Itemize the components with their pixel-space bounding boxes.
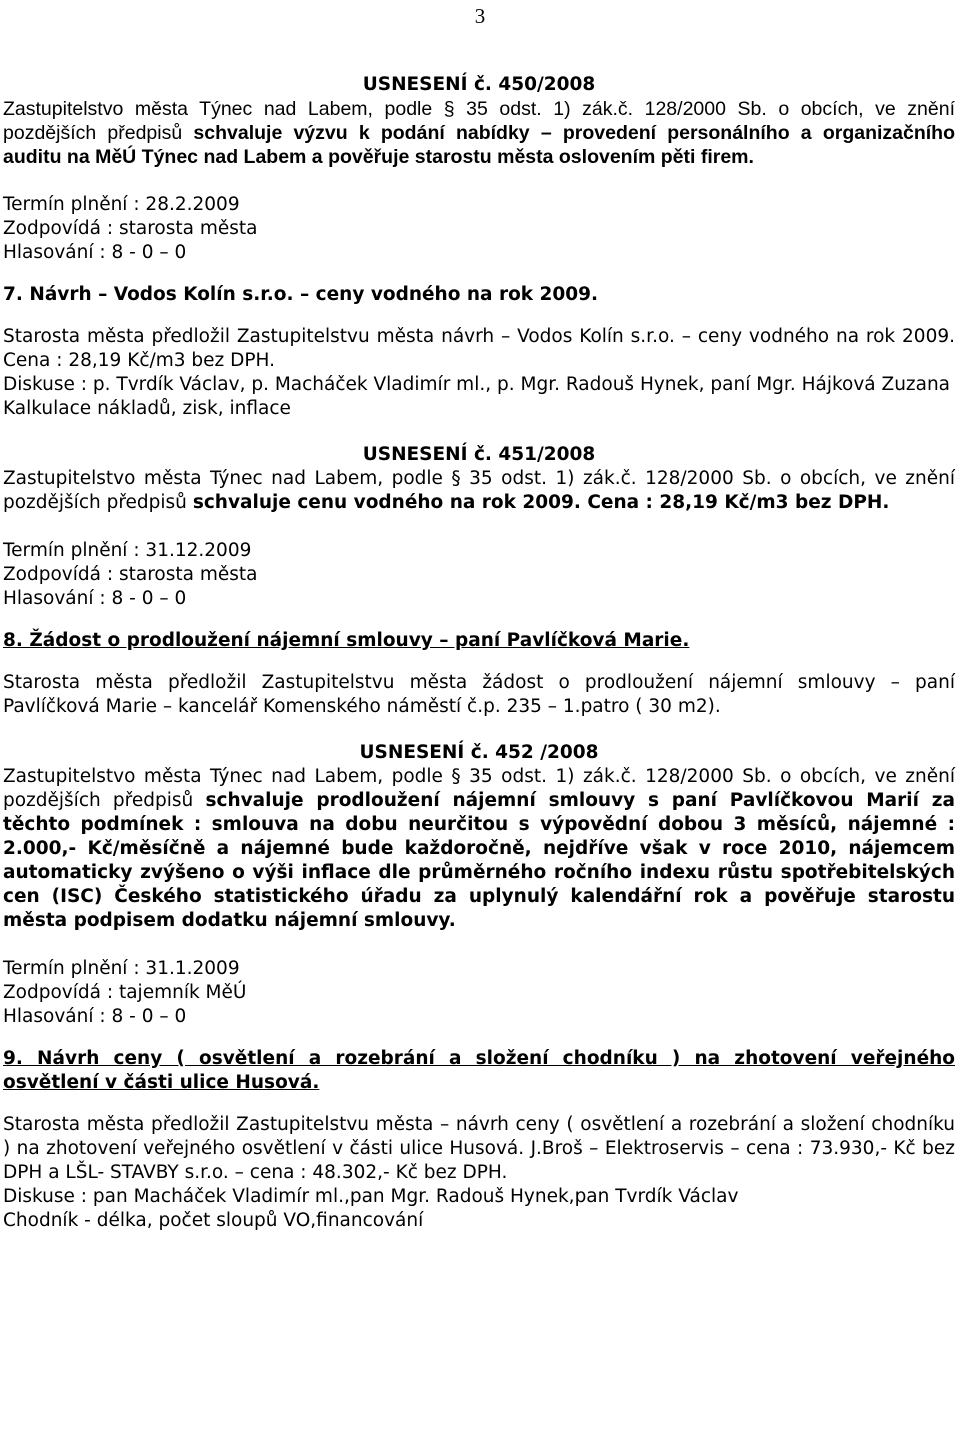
resolution-heading: USNESENÍ č. 452 /2008 [359, 742, 599, 763]
agenda-item-text: Starosta města předložil Zastupitelstvu města – návrh ceny ( osvětlení a rozebrání a složení chodníku ) na zhotovení veřejného osvětlení v části ulice Husová. J.Broš – Elektroservis – cena : 73.930,- Kč bez DPH a LŠL- STAVBY s.r.o. – cena : 48.302,- Kč bez DPH. [3, 1114, 955, 1183]
discussion-topic: Chodník - délka, počet sloupů VO,financování [3, 1210, 424, 1231]
responsible-line: Zodpovídá : tajemník MěÚ [3, 982, 247, 1003]
agenda-item-title: 7. Návrh – Vodos Kolín s.r.o. – ceny vodného na rok 2009. [3, 284, 599, 305]
term-line: Termín plnění : 31.1.2009 [3, 958, 240, 979]
resolution-text [3, 765, 955, 933]
agenda-item-text: Starosta města předložil Zastupitelstvu města žádost o prodloužení nájemní smlouvy – paní Pavlíčková Marie – kancelář Komenského náměstí č.p. 235 – 1.patro ( 30 m2). [3, 672, 955, 717]
vote-line: Hlasování : 8 - 0 – 0 [3, 1006, 187, 1027]
agenda-item-text: Starosta města předložil Zastupitelstvu města návrh – Vodos Kolín s.r.o. – ceny vodného na rok 2009. Cena : 28,19 Kč/m3 bez DPH. [3, 326, 955, 371]
resolution-intro: Zastupitelstvo města Týnec nad Labem, podle § 35 odst. 1) zák.č. 128/2000 Sb. o obcích, ve znění pozdějších předpisů [3, 468, 955, 513]
resolution-text [3, 467, 955, 515]
resolution-heading: USNESENÍ č. 451/2008 [362, 444, 596, 465]
vote-line: Hlasování : 8 - 0 – 0 [3, 242, 187, 263]
resolution-451 [3, 443, 955, 611]
responsible-line: Zodpovídá : starosta města [3, 218, 258, 239]
agenda-item-8 [3, 629, 955, 719]
resolution-intro: Zastupitelstvo města Týnec nad Labem, podle § 35 odst. 1) zák.č. 128/2000 Sb. o obcích, ve znění pozdějších předpisů [3, 98, 955, 144]
resolution-decision: schvaluje cenu vodného na rok 2009. Cena : 28,19 Kč/m3 bez DPH. [192, 492, 890, 513]
resolution-intro: Zastupitelstvo města Týnec nad Labem, podle § 35 odst. 1) zák.č. 128/2000 Sb. o obcích, ve znění pozdějších předpisů [3, 766, 955, 811]
term-line: Termín plnění : 31.12.2009 [3, 540, 252, 561]
agenda-item-title: 9. Návrh ceny ( osvětlení a rozebrání a složení chodníku ) na zhotovení veřejného osvětlení v části ulice Husová. [3, 1048, 955, 1093]
resolution-heading: USNESENÍ č. 450/2008 [362, 74, 596, 95]
resolution-450 [3, 73, 955, 265]
agenda-item-7 [3, 283, 955, 421]
resolution-text [3, 97, 955, 169]
discussion-line: Diskuse : p. Tvrdík Václav, p. Macháček Vladimír ml., p. Mgr. Radouš Hynek, paní Mgr. Hájková Zuzana [3, 374, 951, 395]
agenda-item-title: 8. Žádost o prodloužení nájemní smlouvy – paní Pavlíčková Marie. [3, 630, 690, 651]
resolution-decision: schvaluje výzvu k podání nabídky – provedení personálního a organizačního auditu na MěÚ Týnec nad Labem a pověřuje starostu města oslovením pěti firem. [3, 122, 956, 168]
page-number: 3 [474, 4, 486, 28]
resolution-decision: schvaluje prodloužení nájemní smlouvy s paní Pavlíčkovou Marií za těchto podmínek : smlouva na dobu neurčitou s výpovědní dobou 3 měsíců, nájemné : 2.000,- Kč/měsíčně a nájemné bude každoročně, nejdříve však v roce 2010, nájemcem automaticky zvýšeno o výši inflace dle průměrného ročního indexu růstu spotřebitelských cen (ISC) Českého statistického úřadu za uplynulý kalendářní rok a pověřuje starostu města podpisem dodatku nájemní smlouvy. [3, 790, 955, 931]
term-line: Termín plnění : 28.2.2009 [3, 194, 240, 215]
resolution-452 [3, 741, 955, 1029]
discussion-line: Diskuse : pan Macháček Vladimír ml.,pan Mgr. Radouš Hynek,pan Tvrdík Václav [3, 1186, 739, 1207]
responsible-line: Zodpovídá : starosta města [3, 564, 258, 585]
document-body [3, 73, 955, 1233]
vote-line: Hlasování : 8 - 0 – 0 [3, 588, 187, 609]
discussion-topic: Kalkulace nákladů, zisk, inflace [3, 398, 291, 419]
agenda-item-9 [3, 1047, 955, 1233]
